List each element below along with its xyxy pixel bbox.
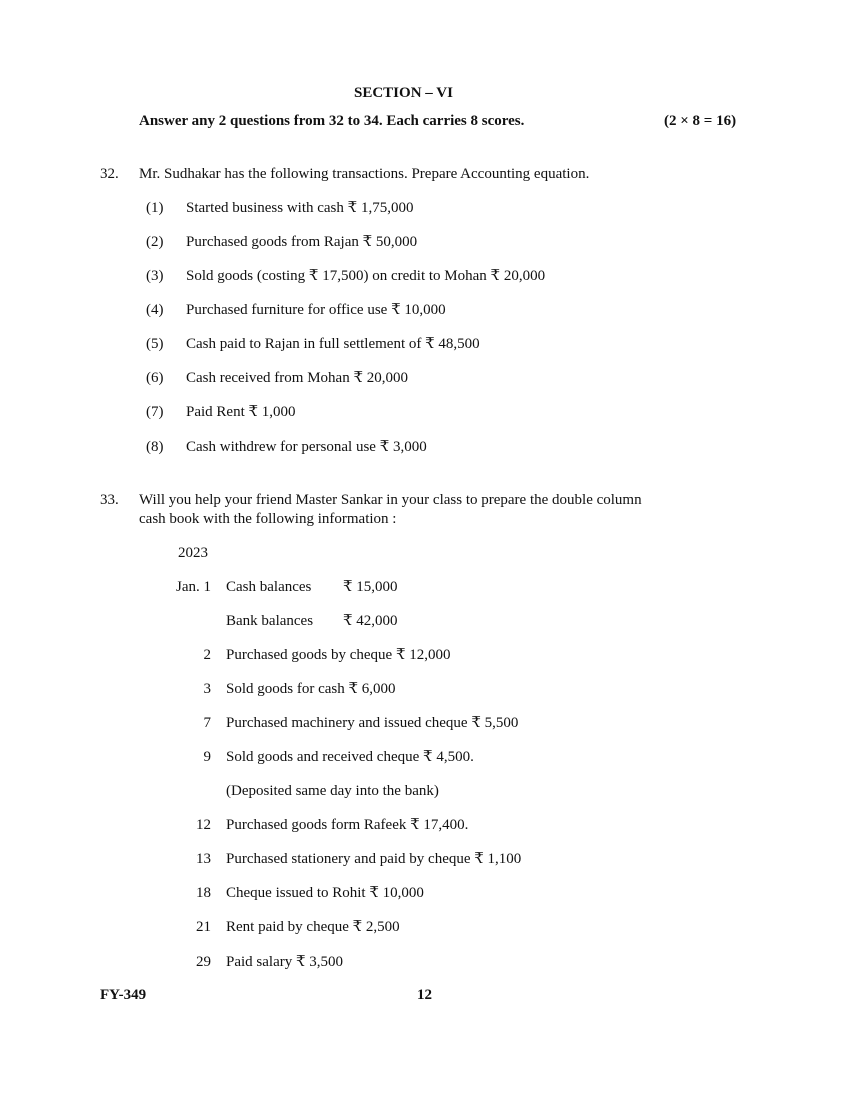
- entry-date: 29: [196, 954, 211, 970]
- entry-date: 7: [203, 715, 211, 731]
- item-number: (7): [146, 404, 164, 420]
- question-text: cash book with the following information :: [139, 511, 397, 527]
- score-summary: (2 × 8 = 16): [664, 113, 737, 129]
- item-number: (4): [146, 302, 164, 318]
- entry-text: Purchased goods by cheque ₹ 12,000: [226, 647, 451, 663]
- entry-text: Sold goods for cash ₹ 6,000: [226, 681, 396, 697]
- item-number: (3): [146, 268, 164, 284]
- entry-text: Paid salary ₹ 3,500: [226, 954, 344, 970]
- item-number: (6): [146, 370, 164, 386]
- entry-text: Rent paid by cheque ₹ 2,500: [226, 919, 400, 935]
- entry-text: Cash balances: [226, 579, 312, 595]
- entry-date: 13: [196, 851, 211, 867]
- entry-date: 3: [203, 681, 211, 697]
- entry-date: 2: [203, 647, 211, 663]
- paper-code: FY-349: [100, 987, 147, 1003]
- entry-text: Purchased stationery and paid by cheque ₹ 1,100: [226, 851, 522, 867]
- page-number: 12: [417, 987, 432, 1003]
- question-text: Will you help your friend Master Sankar in your class to prepare the double column: [139, 492, 642, 508]
- item-text: Purchased goods from Rajan ₹ 50,000: [186, 234, 418, 250]
- entry-text: Purchased goods form Rafeek ₹ 17,400.: [226, 817, 469, 833]
- item-number: (2): [146, 234, 164, 250]
- entry-text: Cheque issued to Rohit ₹ 10,000: [226, 885, 424, 901]
- entry-date: 12: [196, 817, 211, 833]
- item-text: Cash withdrew for personal use ₹ 3,000: [186, 439, 427, 455]
- item-number: (5): [146, 336, 164, 352]
- item-text: Paid Rent ₹ 1,000: [186, 404, 296, 420]
- item-number: (1): [146, 200, 164, 216]
- entry-text: Sold goods and received cheque ₹ 4,500.: [226, 749, 474, 765]
- entry-date: 21: [196, 919, 211, 935]
- entry-date: Jan. 1: [176, 579, 211, 595]
- item-text: Purchased furniture for office use ₹ 10,000: [186, 302, 446, 318]
- item-text: Cash paid to Rajan in full settlement of ₹ 48,500: [186, 336, 480, 352]
- entry-amount: ₹ 42,000: [343, 613, 398, 629]
- section-title: SECTION – VI: [354, 85, 453, 101]
- question-number: 32.: [100, 166, 119, 182]
- item-number: (8): [146, 439, 164, 455]
- year: 2023: [178, 545, 208, 561]
- entry-amount: ₹ 15,000: [343, 579, 398, 595]
- question-text: Mr. Sudhakar has the following transactions. Prepare Accounting equation.: [139, 166, 590, 182]
- question-number: 33.: [100, 492, 119, 508]
- entry-text: Bank balances: [226, 613, 314, 629]
- entry-text: (Deposited same day into the bank): [226, 783, 439, 799]
- entry-text: Purchased machinery and issued cheque ₹ 5,500: [226, 715, 519, 731]
- item-text: Started business with cash ₹ 1,75,000: [186, 200, 414, 216]
- item-text: Cash received from Mohan ₹ 20,000: [186, 370, 408, 386]
- instruction: Answer any 2 questions from 32 to 34. Each carries 8 scores.: [139, 113, 525, 129]
- entry-date: 9: [203, 749, 211, 765]
- item-text: Sold goods (costing ₹ 17,500) on credit to Mohan ₹ 20,000: [186, 268, 546, 284]
- entry-date: 18: [196, 885, 211, 901]
